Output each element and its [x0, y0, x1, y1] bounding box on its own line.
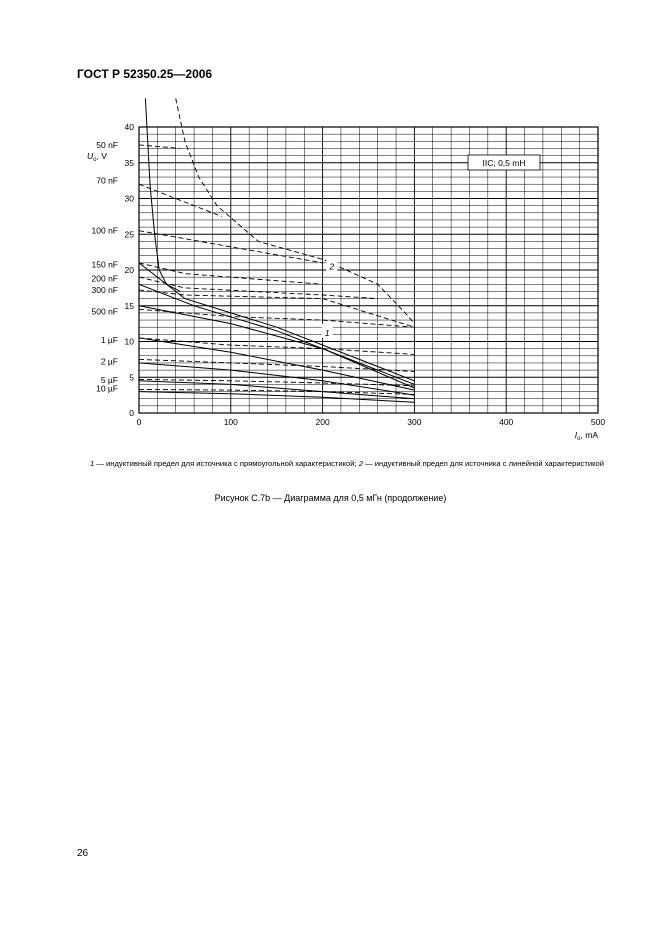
capacitance-label: 50 nF — [96, 139, 118, 150]
legend-text-1: — индуктивный предел для источника с прямоугольной характеристикой; — [94, 459, 359, 468]
capacitance-label: 5 µF — [100, 375, 118, 386]
curve-legend-note — [77, 459, 617, 469]
legend-num-2: 2 — [358, 459, 363, 468]
series-line-9 — [139, 309, 414, 327]
x-tick-label: 100 — [223, 417, 238, 427]
legend-num-1: 1 — [90, 459, 95, 468]
series-line-10 — [139, 338, 414, 355]
series-line-3 — [139, 145, 180, 149]
capacitance-label: 200 nF — [91, 273, 118, 284]
curve-label: 1 — [324, 327, 330, 338]
y-tick-label: 25 — [124, 229, 134, 240]
x-tick-label: 200 — [315, 417, 330, 427]
y-tick-label: 40 — [124, 122, 134, 132]
x-axis-label: $I_o$, mA — [574, 430, 598, 442]
y-tick-label: 20 — [124, 265, 134, 275]
capacitance-label: 300 nF — [91, 285, 118, 296]
series-line-13 — [139, 389, 414, 394]
capacitance-label: 150 nF — [91, 259, 118, 270]
inductance-limit-chart — [0, 0, 661, 450]
y-tick-label: 35 — [124, 157, 134, 168]
document-header: ГОСТ Р 52350.25—2006 — [77, 67, 213, 81]
capacitance-label: 500 nF — [91, 306, 118, 317]
y-tick-label: 15 — [124, 300, 134, 311]
x-tick-label: 300 — [407, 417, 422, 427]
x-tick-label: 0 — [136, 417, 142, 427]
capacitance-label: 2 µF — [100, 356, 118, 367]
y-axis-label: $U_o$, V — [87, 150, 107, 163]
chart-series — [139, 98, 414, 402]
y-tick-label: 5 — [129, 372, 134, 383]
y-tick-label: 0 — [129, 408, 134, 418]
figure-caption: Рисунок С.7b — Диаграмма для 0,5 мГн (продолжение) — [214, 493, 447, 503]
curve-label: 2 — [329, 261, 335, 272]
legend-text-2: — индуктивный предел для источника с линейной характеристикой — [362, 459, 604, 468]
y-tick-label: 30 — [124, 193, 134, 204]
chart-title: IIC; 0,5 mH — [482, 158, 526, 168]
x-tick-label: 400 — [499, 417, 514, 427]
capacitance-label: 1 µF — [100, 335, 118, 346]
series-line-7 — [139, 277, 378, 299]
page-number: 26 — [77, 848, 89, 859]
capacitance-label: 10 µF — [96, 383, 118, 394]
x-tick-label: 500 — [590, 417, 606, 427]
capacitance-label: 70 nF — [96, 175, 118, 186]
series-line-2 — [176, 98, 415, 323]
series-line-18 — [139, 363, 414, 395]
capacitance-label: 100 nF — [91, 225, 118, 236]
y-tick-label: 10 — [124, 336, 134, 347]
